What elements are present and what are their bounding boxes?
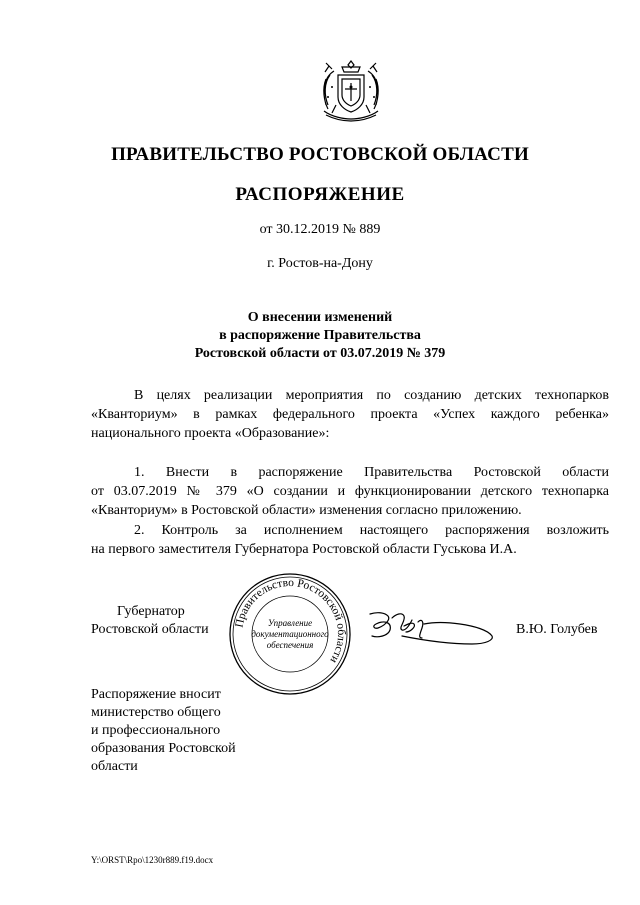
organization-title: ПРАВИТЕЛЬСТВО РОСТОВСКОЙ ОБЛАСТИ (111, 144, 529, 165)
paragraph-line: «Кванториум» в Ростовской области» изменения согласно приложению. (91, 503, 522, 518)
submitted-by-note (91, 686, 271, 776)
handwritten-signature-icon (362, 604, 498, 648)
paragraph-line: национального проекта «Образование»: (91, 426, 330, 441)
stamp-outer-text: Правительство Ростовской области (233, 576, 348, 666)
stamp-inner-line: обеспечения (266, 640, 314, 650)
paragraph-line: 2. Контроль за исполнением настоящего распоряжения возложить (134, 523, 609, 538)
document-city: г. Ростов-на-Дону (267, 256, 373, 271)
signer-position (91, 603, 231, 639)
coat-of-arms-icon (312, 57, 390, 125)
paragraph-line: 1. Внести в распоряжение Правительства Ростовской области (134, 465, 609, 480)
document-type-title: РАСПОРЯЖЕНИЕ (235, 184, 405, 205)
official-stamp-icon (226, 570, 354, 698)
subject-line: в распоряжение Правительства (219, 328, 421, 343)
subject-line: О внесении изменений (247, 310, 393, 325)
stamp-inner-line: Управление (267, 618, 313, 628)
note-line: министерство общего (91, 705, 221, 720)
paragraph-line: на первого заместителя Губернатора Ростовской области Гуськова И.А. (91, 542, 517, 557)
document-date-number: от 30.12.2019 № 889 (259, 222, 381, 237)
document-subject (0, 309, 640, 363)
subject-line: Ростовской области от 03.07.2019 № 379 (194, 346, 446, 361)
item-2-paragraph (91, 521, 609, 559)
paragraph-line: от 03.07.2019 № 379 «О создании и функционировании детского технопарка (91, 484, 609, 499)
stamp-inner-line: документационного (251, 629, 329, 639)
signer-name: В.Ю. Голубев (516, 622, 598, 637)
signer-position-line: Губернатор (117, 604, 185, 619)
note-line: образования Ростовской (91, 741, 236, 756)
preamble-paragraph (91, 386, 609, 443)
paragraph-line: «Кванториум» в рамках федерального проекта «Успех каждого ребенка» (91, 407, 609, 422)
file-path: Y:\ORST\Rpo\1230r889.f19.docx (91, 855, 214, 865)
note-line: и профессионального (91, 723, 221, 738)
note-line: области (91, 759, 138, 774)
signer-position-line: Ростовской области (91, 622, 209, 637)
note-line: Распоряжение вносит (91, 687, 221, 702)
paragraph-line: В целях реализации мероприятия по созданию детских технопарков (134, 388, 609, 403)
item-1-paragraph (91, 463, 609, 520)
